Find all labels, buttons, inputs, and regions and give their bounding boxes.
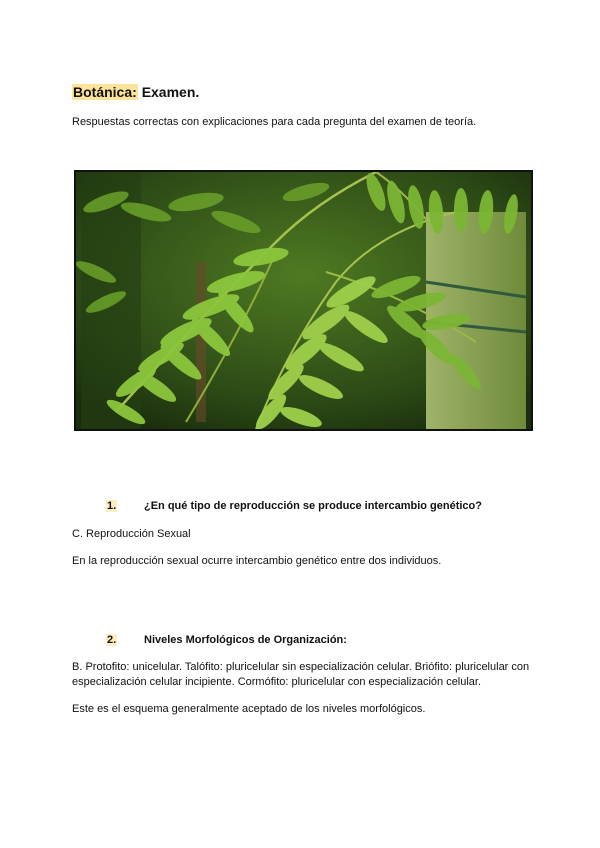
question-number: 1. (107, 500, 117, 512)
fern-photo (74, 170, 533, 431)
title-highlight: Botánica: (73, 84, 137, 100)
question-text: Niveles Morfológicos de Organización: (144, 634, 347, 646)
page-title (72, 84, 199, 100)
question-number: 2. (107, 634, 117, 646)
explanation-2: Este es el esquema generalmente aceptado de los niveles morfológicos. (72, 703, 426, 715)
answer-2: B. Protofito: unicelular. Talófito: pluricelular sin especialización celular. Briófito: pluricelular con especialización celular incipiente. Cormófito: pluricelular con especialización celular. (72, 661, 530, 688)
answer-1: C. Reproducción Sexual (72, 528, 191, 540)
intro-text: Respuestas correctas con explicaciones para cada pregunta del examen de teoría. (72, 116, 477, 128)
title-rest: Examen. (141, 84, 200, 100)
explanation-1: En la reproducción sexual ocurre intercambio genético entre dos individuos. (72, 555, 442, 567)
question-text: ¿En qué tipo de reproducción se produce intercambio genético? (144, 500, 482, 512)
